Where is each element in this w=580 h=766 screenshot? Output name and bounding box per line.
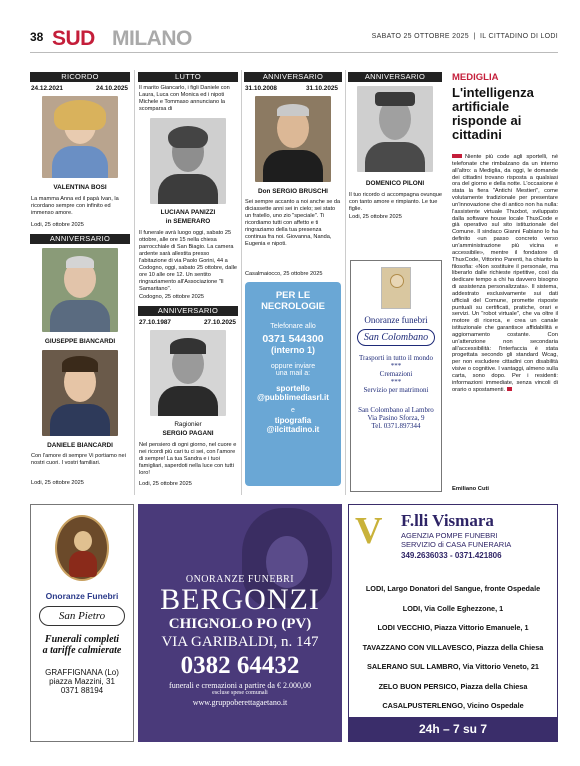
title-prefix: Ragionier [174, 421, 202, 428]
header-rule [30, 52, 558, 53]
deceased-name: VALENTINA BOSI [53, 184, 107, 191]
location-item: TAVAZZANO CON VILLAVESCO, Piazza della Chiesa [362, 642, 544, 652]
ad-website[interactable]: www.gruppoberettagaetano.it [192, 698, 288, 707]
deceased-name: SERGIO PAGANI [162, 430, 214, 437]
portrait-photo [255, 96, 331, 182]
ad-offer-note: escluse spese comunali [212, 690, 268, 696]
necro-mail-intro: oppure inviare [270, 363, 316, 370]
saint-portrait-icon [55, 515, 109, 581]
portrait-photo [42, 248, 118, 332]
ad-brand: BERGONZI [160, 583, 320, 616]
date-to: 31.10.2025 [306, 85, 338, 92]
location-item: CASALPUSTERLENGO, Vicino Ospedale [382, 701, 524, 710]
ad-heading: Onoranze Funebri [45, 591, 119, 601]
portrait-photo [42, 96, 118, 178]
masthead-sud: SUD [52, 27, 95, 50]
location-item: LODI, Via Colle Eghezzone, 1 [402, 603, 504, 613]
portrait-photo [357, 86, 433, 172]
ad-logo: V [355, 510, 383, 552]
ad-subtitle-2: SERVIZIO di CASA FUNERARIA [401, 540, 512, 549]
location-item: LODI VECCHIO, Piazza Vittorio Emanuele, 1 [377, 623, 529, 632]
dateline: SABATO 25 OTTOBRE 2025 | IL CITTADINO DI LODI [371, 33, 558, 40]
band-anniversario: ANNIVERSARIO [30, 234, 130, 244]
ad-slogan-1: Funerali completi [44, 634, 120, 645]
notice-place: Lodi, 25 ottobre 2025 [31, 222, 84, 228]
ad-separator: *** [390, 362, 402, 370]
ad-service: Servizio per matrimoni [363, 386, 429, 394]
ad-town: San Colombano al Lambro [358, 406, 434, 414]
portrait-photo [150, 118, 226, 204]
date-to: 24.10.2025 [96, 85, 128, 92]
notice-place: Lodi, 25 ottobre 2025 [31, 480, 84, 486]
necro-phone[interactable]: 0371 544300 [262, 333, 324, 345]
page-number: 38 [30, 30, 44, 44]
deceased-name: GIUSEPPE BIANCARDI [44, 338, 116, 345]
ad-brand: San Pietro [39, 606, 125, 626]
article-author: Emiliano Cuti [452, 486, 490, 492]
necro-and: e [291, 407, 295, 414]
notice-place: Casalmaiocco, 25 ottobre 2025 [245, 271, 323, 277]
deceased-name: DANIELE BIANCARDI [47, 442, 113, 449]
ad-town: CHIGNOLO PO (PV) [168, 616, 312, 632]
notice-text: Il funerale avrà luogo oggi, sabato 25 ottobre, alle ore 15 nella chiesa parrocchiale di San Biagio. La camera ardente sarà allestita presso l'abitazione di via Paolo Gorini, 44 a Codogno, oggi, sabato 25 ottobre, dalle ore 10 alle ore 12. Un sentito ringraziamento all'Associazione "Il Samaritano". [139, 230, 237, 292]
band-anniversario: ANNIVERSARIO [244, 72, 342, 82]
band-anniversario: ANNIVERSARIO [138, 306, 238, 316]
necro-phone-intro: Telefonare allo [270, 323, 316, 330]
ad-brand: F.lli Vismara [401, 511, 494, 530]
date-from: 27.10.1987 [139, 319, 171, 326]
ad-address: Via Pasino Sforza, 9 [367, 414, 425, 422]
band-lutto: LUTTO [138, 72, 238, 82]
notice-place: Codogno, 25 ottobre 2025 [139, 294, 205, 300]
location-list [349, 579, 557, 716]
band-ricordo: RICORDO [30, 72, 130, 82]
ad-hours-footer: 24h – 7 su 7 [349, 717, 557, 741]
ad-heading: Onoranze funebri [364, 315, 428, 325]
band-anniversario: ANNIVERSARIO [348, 72, 442, 82]
article-body: Niente più code agli sportelli, né telefonate che rimbalzano da un interno all'altro: a Mediglia, da oggi, le domande dei cittadini trovano risposta a qualsiasi ora del giorno e della notte. L'occasione è stata la fiera "Antichi Mestieri", come volutamente tradizionale per presentare un'innovazione che di antico non ha nulla: l'assistente virtuale Thuxbot, sviluppato dalla software house locale ThuxCode e già operativo sul sito istituzionale del Comune. Il sindaco Gianni Fabiano lo ha definito «un passo concreto verso un'amministrazione più vicina e accessibile», mentre il fondatore di ThuxCode, Vittorino Parenti, ha chiarito la filosofia: «Non sostituire il personale, ma liberarlo dalle richieste ripetitive, così da dedicare tempo a chi ha davvero bisogno di assistenza personalizzata». Il sistema, addestrato esclusivamente sui dati ufficiali del Comune, promette risposte puntuali su certificati, pratiche, orari e servizi. Un "robot virtuale", che va oltre il motore di ricerca, e crea un canale istituzionale che garantisce affidabilità e aggiornamento costante. Con un'attenzione non secondaria all'accessibilità: l'interfaccia è stata progettata secondo gli standard Wcag, per non escludere cittadini con disabilità visive o cognitive. I vantaggi, almeno sulla carta, sono dopo. Per i residenti: informazioni immediate, senza vincoli di orario o spostamenti. [452, 154, 558, 393]
article-end-marker [507, 387, 512, 391]
notice-text: Con l'amore di sempre Vi portiamo nei nostri cuori. I vostri familiari. [31, 453, 126, 466]
notice-text: La mamma Anna ed il papà Ivan, la ricordano sempre con infinito ed immenso amore. [31, 196, 119, 216]
ad-san-colombano[interactable] [350, 260, 442, 492]
location-item: ZELO BUON PERSICO, Piazza della Chiesa [378, 681, 528, 691]
article-marker [452, 154, 462, 158]
column-divider [134, 70, 135, 495]
notice-text: Il tuo ricordo ci accompagna ovunque con tanto amore e rimpianto. Le tue figlie. [349, 192, 442, 212]
necro-title-1: PER LE [275, 290, 311, 301]
necro-email-1-domain[interactable]: @pubblimediasrl.it [257, 393, 329, 402]
ad-phone[interactable]: 0382 64432 [180, 652, 300, 679]
notice-text: Il marito Giancarlo, i figli Daniele con Laura, Luca con Monica ed i nipoti Michele e Tommaso annunciano la scomparsa di [139, 85, 230, 112]
ad-offer: funerali e cremazioni a partire da € 2.000,00 [169, 681, 311, 690]
ad-slogan-2: a tariffe calmierate [42, 645, 122, 656]
ad-subtitle-1: AGENZIA POMPE FUNEBRI [401, 531, 498, 540]
location-item: SALERANO SUL LAMBRO, Via Vittorio Veneto, 21 [367, 662, 539, 671]
portrait-photo [150, 330, 226, 416]
notice-place: Lodi, 25 ottobre 2025 [139, 481, 192, 487]
ad-heading: ONORANZE FUNEBRI [185, 574, 295, 585]
ad-san-pietro[interactable] [30, 504, 134, 742]
deceased-name: LUCIANA PANIZZI [160, 209, 216, 216]
deceased-name: DOMENICO PILONI [365, 180, 425, 187]
portrait-photo [42, 350, 118, 436]
deceased-name-married: in SEMERARO [165, 218, 211, 225]
necro-email-1-user[interactable]: sportello [276, 384, 310, 393]
column-divider [241, 70, 242, 495]
article-headline: L'intelligenza artificiale risponde ai cittadini [452, 85, 534, 142]
ad-separator: *** [390, 378, 402, 386]
necro-email-2-user[interactable]: tipografia [274, 416, 312, 425]
ad-address: piazza Mazzini, 31 [49, 677, 115, 686]
ad-vismara[interactable] [348, 504, 558, 742]
ad-service: Trasporti in tutto il mondo [358, 354, 434, 362]
date-from: 31.10.2008 [245, 85, 277, 92]
article-kicker: MEDIGLIA [452, 72, 499, 83]
necro-mail-intro-2: una mail a: [275, 370, 311, 377]
ad-phone[interactable]: 0371 88194 [60, 686, 104, 695]
notice-place: Lodi, 25 ottobre 2025 [349, 214, 402, 220]
ad-service: Cremazioni [379, 370, 413, 378]
saint-icon [381, 267, 411, 309]
ad-address: VIA GARIBALDI, n. 147 [161, 634, 319, 650]
column-divider [345, 70, 346, 495]
ad-phone[interactable]: Tel. 0371.897344 [371, 422, 421, 430]
location-item: LODI, Largo Donatori del Sangue, fronte Ospedale [365, 584, 541, 593]
notice-text: Nel pensiero di ogni giorno, nel cuore e nei ricordi più cari tu ci sei, con l'amore di sempre! La tua Sandra e i tuoi famigliari, saperdoti nella luce con tutti loro! [139, 442, 237, 476]
date-from: 24.12.2021 [31, 85, 63, 92]
necro-title-2: NECROLOGIE [261, 301, 325, 312]
ad-bergonzi[interactable] [138, 504, 342, 742]
deceased-name: Don SERGIO BRUSCHI [258, 188, 328, 195]
notice-text: Sei sempre accanto a noi anche se da diciassette anni sei in cielo; sei stato un fratello, uno zio "speciale". Ti ricordiamo tutti con affetto e ti ringraziamo della tua presenza continua fra noi. Giovanna, Nanda, Eugenia e nipoti. [245, 199, 341, 247]
masthead-milano: MILANO [112, 27, 192, 50]
necro-email-2-domain[interactable]: @ilcittadino.it [266, 425, 320, 434]
date-to: 27.10.2025 [204, 319, 236, 326]
ad-brand: San Colombano [357, 329, 435, 346]
necrologie-info-box [245, 282, 341, 486]
ad-phone[interactable]: 349.2636033 - 0371.421806 [401, 551, 502, 560]
necro-extension: (interno 1) [271, 345, 315, 355]
ad-town: GRAFFIGNANA (Lo) [45, 668, 119, 677]
